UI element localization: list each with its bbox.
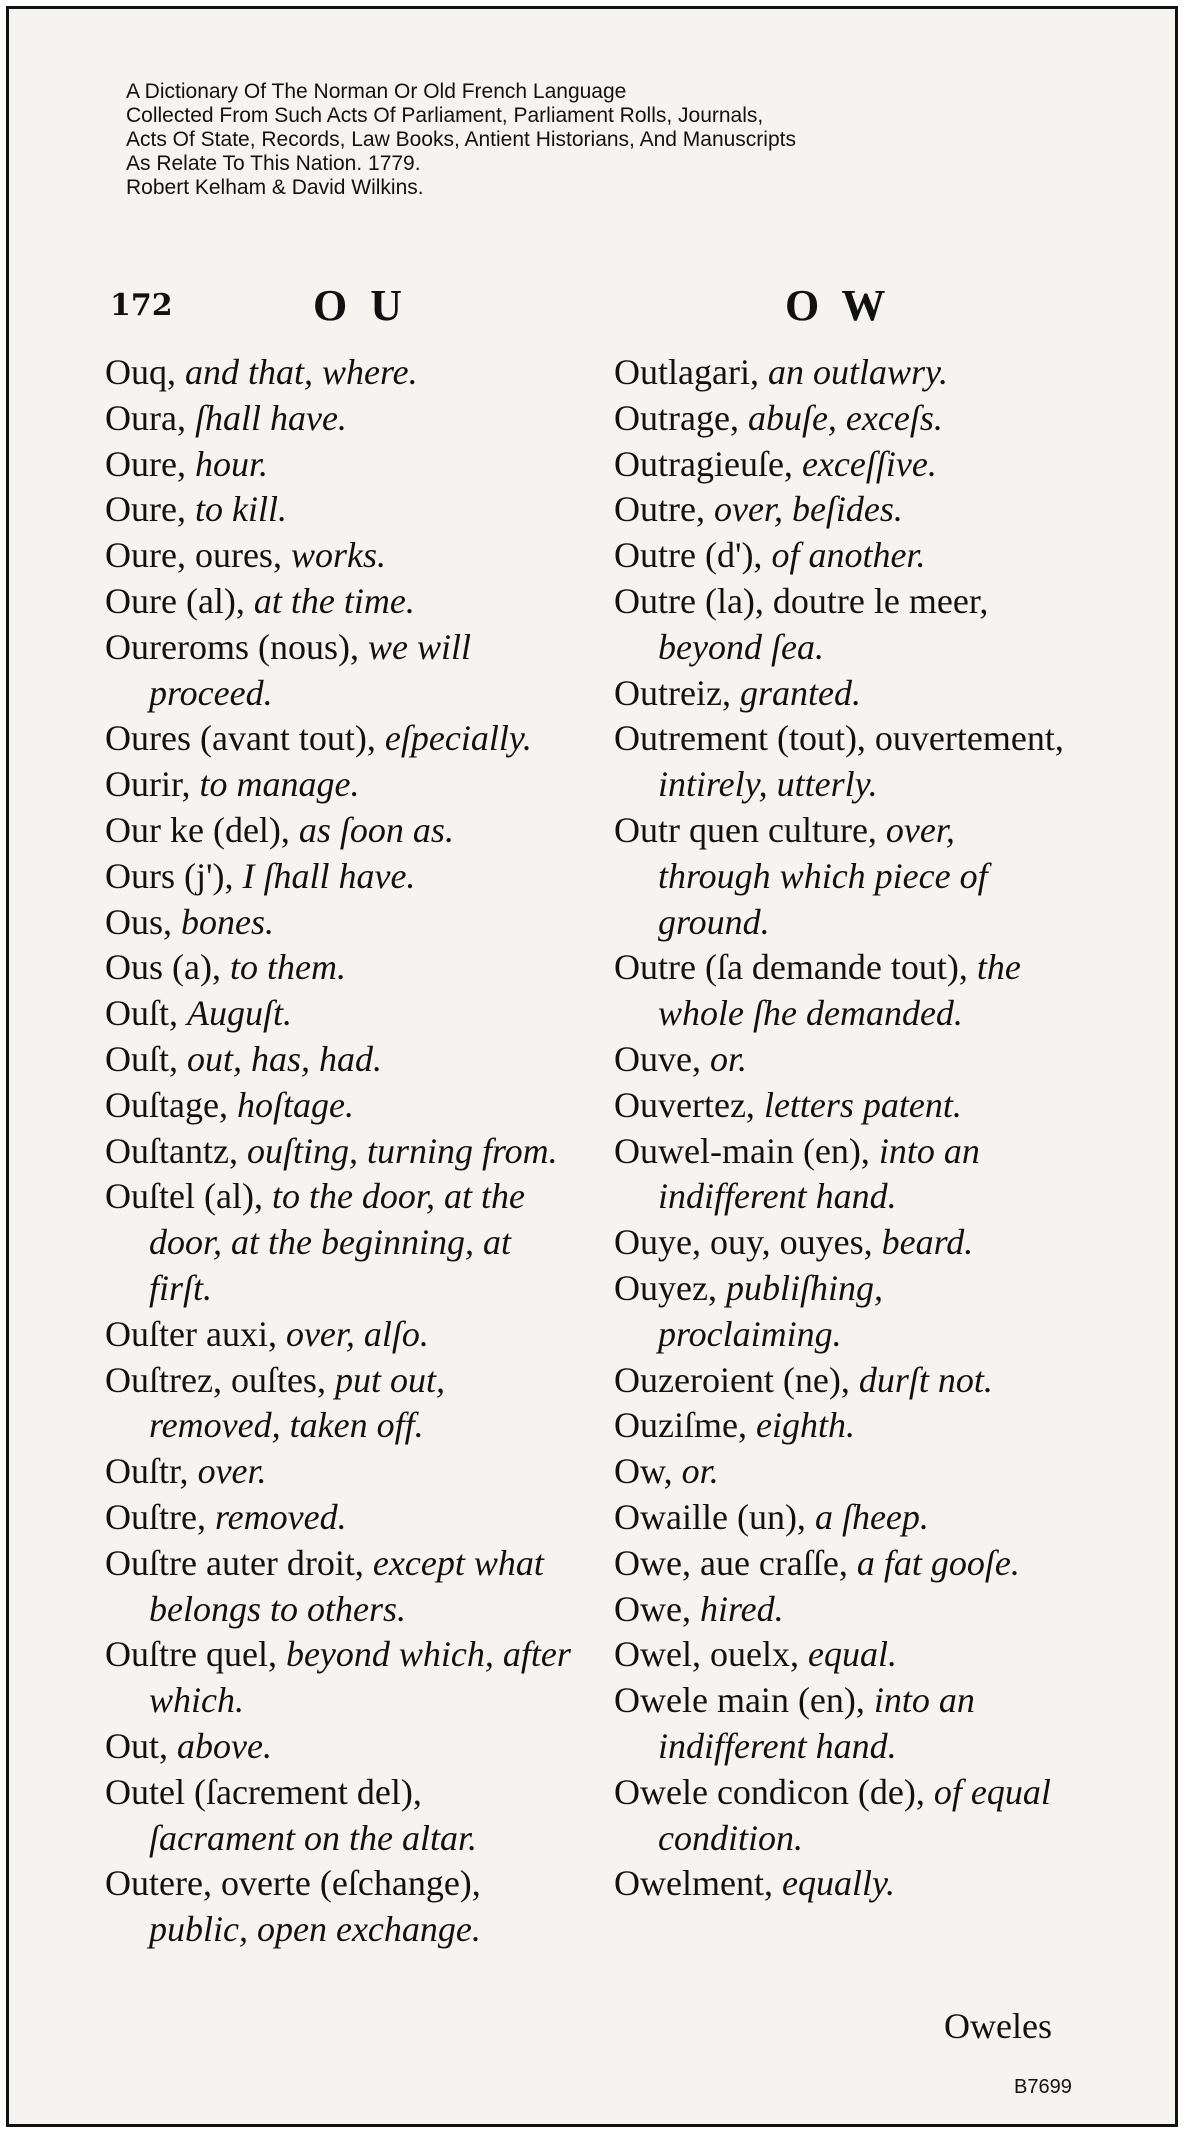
right-column-heading: O W — [785, 281, 892, 330]
entry-term: Outrage, — [614, 397, 739, 438]
dictionary-entry — [105, 1724, 575, 1770]
dictionary-entry — [614, 716, 1074, 808]
dictionary-entry — [614, 1632, 1074, 1678]
header-line: Robert Kelham & David Wilkins. — [126, 176, 424, 199]
dictionary-entry — [614, 808, 1074, 945]
dictionary-entry — [105, 625, 575, 717]
entry-definition: beyond ſea. — [658, 626, 824, 667]
dictionary-entry — [105, 1037, 575, 1083]
entry-definition: put out, removed, taken off. — [149, 1359, 445, 1446]
dictionary-entry — [614, 945, 1074, 1037]
entry-definition: above. — [177, 1725, 272, 1766]
dictionary-entry — [614, 1403, 1074, 1449]
dictionary-entry — [614, 442, 1074, 488]
entry-definition: exceſſive. — [801, 443, 937, 484]
entry-term: Ouve, — [614, 1038, 701, 1079]
entry-term: Ouziſme, — [614, 1405, 747, 1446]
entry-definition: into an indifferent hand. — [658, 1680, 975, 1766]
dictionary-entry — [105, 1495, 575, 1541]
dictionary-entry — [614, 1129, 1074, 1221]
entry-term: Outrement (tout), ouvertement, — [614, 718, 1064, 759]
header-line: As Relate To This Nation. 1779. — [126, 152, 421, 175]
dictionary-entry — [105, 1770, 575, 1862]
entry-definition: or. — [709, 1038, 748, 1079]
dictionary-entry — [614, 396, 1074, 442]
left-column — [105, 350, 575, 1953]
dictionary-entry — [105, 1083, 575, 1129]
entry-definition: durſt not. — [858, 1359, 993, 1400]
entry-term: Outre (ſa demande tout), — [614, 947, 968, 988]
dictionary-entry — [614, 671, 1074, 717]
entry-definition: letters patent. — [763, 1084, 962, 1125]
entry-term: Ow, — [614, 1451, 673, 1492]
entry-term: Ouwel-main (en), — [614, 1130, 870, 1171]
dictionary-entry — [614, 350, 1074, 396]
entry-term: Ouſt, — [105, 993, 179, 1034]
header-line: Acts Of State, Records, Law Books, Antient Historians, And Manuscripts — [126, 128, 796, 151]
entry-term: Owaille (un), — [614, 1496, 806, 1537]
entry-definition: an outlawry. — [767, 352, 948, 392]
entry-definition: hoſtage. — [236, 1084, 354, 1125]
header-line: A Dictionary Of The Norman Or Old French Language — [126, 80, 627, 103]
entry-term: Ouq, — [105, 352, 176, 392]
entry-term: Ouzeroient (ne), — [614, 1359, 850, 1400]
dictionary-entry — [105, 533, 575, 579]
entry-definition: I ſhall have. — [242, 855, 416, 896]
entry-term: Ouſter auxi, — [105, 1313, 277, 1354]
entry-definition: as ſoon as. — [298, 809, 454, 850]
entry-term: Oure (al), — [105, 580, 245, 621]
entry-term: Outragieuſe, — [614, 443, 793, 484]
scan-code: B7699 — [1014, 2076, 1072, 2098]
entry-definition: granted. — [739, 672, 861, 713]
dictionary-entry — [614, 579, 1074, 671]
entry-term: Ouſtantz, — [105, 1130, 238, 1171]
dictionary-entry — [105, 442, 575, 488]
entry-definition: public, open exchange. — [149, 1909, 481, 1950]
entry-term: Ours (j'), — [105, 855, 234, 896]
dictionary-entry — [105, 487, 575, 533]
left-column-heading: O U — [313, 281, 408, 330]
dictionary-entry — [105, 350, 575, 396]
dictionary-entry — [614, 1449, 1074, 1495]
entry-term: Ouſt, — [105, 1038, 179, 1079]
dictionary-entry — [614, 1541, 1074, 1587]
entry-term: Ouſtrez, ouſtes, — [105, 1359, 326, 1400]
entry-definition: to manage. — [199, 764, 360, 805]
entry-term: Ouyez, — [614, 1267, 717, 1308]
entry-definition: to kill. — [194, 489, 287, 530]
entry-term: Ous (a), — [105, 947, 221, 988]
entry-term: Oure, oures, — [105, 535, 282, 576]
entry-definition: a ſheep. — [814, 1496, 929, 1537]
dictionary-entry — [105, 945, 575, 991]
dictionary-entry — [105, 762, 575, 808]
dictionary-entry — [614, 1678, 1074, 1770]
entry-definition: we will proceed. — [149, 626, 471, 713]
entry-term: Owe, aue craſſe, — [614, 1542, 848, 1583]
entry-definition: a fat gooſe. — [856, 1542, 1020, 1583]
entry-term: Our ke (del), — [105, 809, 290, 850]
entry-term: Outre (d'), — [614, 535, 763, 576]
entry-definition: over, through which piece of ground. — [658, 809, 988, 942]
entry-definition: at the time. — [253, 580, 415, 621]
page-number: 172 — [110, 288, 173, 323]
entry-definition: of another. — [771, 535, 926, 576]
entry-term: Owelment, — [614, 1863, 773, 1904]
entry-definition: ouſting, turning from. — [246, 1130, 558, 1171]
dictionary-entry — [614, 487, 1074, 533]
dictionary-entry — [105, 1312, 575, 1358]
entry-definition: or. — [681, 1451, 719, 1492]
dictionary-entry — [105, 900, 575, 946]
dictionary-entry — [105, 1129, 575, 1175]
catchword: Oweles — [944, 2006, 1052, 2046]
entry-term: Owele main (en), — [614, 1680, 865, 1721]
dictionary-entry — [105, 1358, 575, 1450]
entry-term: Ouye, ouy, ouyes, — [614, 1222, 873, 1263]
entry-definition: into an indifferent hand. — [658, 1130, 980, 1217]
entry-definition: eſpecially. — [384, 718, 532, 759]
dictionary-entry — [105, 1861, 575, 1953]
entry-definition: out, has, had. — [187, 1038, 383, 1079]
entry-definition: removed. — [214, 1496, 347, 1537]
entry-term: Outel (ſacrement del), — [105, 1771, 422, 1812]
entry-term: Ourir, — [105, 764, 191, 805]
dictionary-entry — [614, 1037, 1074, 1083]
entry-term: Out, — [105, 1725, 168, 1766]
entry-definition: over, alſo. — [285, 1313, 429, 1354]
entry-term: Outreiz, — [614, 672, 731, 713]
entry-term: Owele condicon (de), — [614, 1771, 925, 1812]
entry-term: Ouſtr, — [105, 1451, 189, 1492]
entry-definition: of equal condition. — [658, 1771, 1051, 1858]
dictionary-entry — [614, 1495, 1074, 1541]
dictionary-entry — [614, 1083, 1074, 1129]
header-line: Collected From Such Acts Of Parliament, Parliament Rolls, Journals, — [126, 104, 764, 127]
entry-term: Outere, overte (eſchange), — [105, 1863, 481, 1904]
dictionary-entry — [614, 1861, 1074, 1907]
dictionary-entry — [614, 1587, 1074, 1633]
entry-term: Ouvertez, — [614, 1084, 755, 1125]
dictionary-entry — [105, 854, 575, 900]
entry-definition: and that, where. — [185, 352, 418, 392]
entry-term: Ous, — [105, 901, 173, 942]
dictionary-entry — [614, 1220, 1074, 1266]
entry-term: Oures (avant tout), — [105, 718, 376, 759]
entry-term: Owel, ouelx, — [614, 1634, 799, 1675]
entry-definition: over. — [197, 1451, 267, 1492]
dictionary-entry — [105, 1449, 575, 1495]
right-column — [614, 350, 1074, 1907]
dictionary-entry — [105, 396, 575, 442]
entry-term: Ouſtre quel, — [105, 1634, 277, 1675]
entry-definition: equal. — [807, 1634, 897, 1675]
entry-definition: the whole ſhe demanded. — [658, 947, 1021, 1034]
entry-definition: beard. — [881, 1222, 974, 1263]
entry-term: Owe, — [614, 1588, 691, 1629]
dictionary-entry — [614, 1266, 1074, 1358]
dictionary-entry — [614, 1770, 1074, 1862]
entry-definition: abuſe, exceſs. — [747, 397, 943, 438]
entry-term: Oura, — [105, 397, 186, 438]
entry-definition: to the door, at the door, at the beginning, at firſt. — [149, 1176, 525, 1308]
dictionary-entry — [105, 716, 575, 762]
entry-term: Oure, — [105, 489, 186, 530]
entry-definition: Auguſt. — [187, 993, 293, 1034]
dictionary-entry — [105, 991, 575, 1037]
collection-header — [126, 80, 796, 200]
entry-definition: intirely, utterly. — [658, 764, 878, 805]
entry-term: Ouſtre, — [105, 1496, 206, 1537]
entry-term: Outre (la), doutre le meer, — [614, 580, 989, 621]
entry-definition: ſhall have. — [194, 397, 347, 438]
dictionary-entry — [105, 1632, 575, 1724]
entry-term: Oureroms (nous), — [105, 626, 359, 667]
entry-definition: publiſhing, proclaiming. — [658, 1267, 883, 1354]
entry-term: Outlagari, — [614, 352, 759, 392]
entry-term: Oure, — [105, 443, 186, 484]
entry-definition: to them. — [229, 947, 346, 988]
entry-definition: beyond which, after which. — [149, 1634, 571, 1721]
entry-definition: hour. — [194, 443, 268, 484]
dictionary-entry — [105, 1541, 575, 1633]
entry-definition: works. — [290, 535, 386, 576]
dictionary-entry — [105, 808, 575, 854]
entry-definition: hired. — [699, 1588, 784, 1629]
dictionary-entry — [614, 1358, 1074, 1404]
entry-definition: except what belongs to others. — [149, 1542, 544, 1629]
entry-definition: over, beſides. — [713, 489, 903, 530]
entry-definition: eighth. — [755, 1405, 855, 1446]
entry-definition: ſacrament on the altar. — [149, 1817, 477, 1858]
dictionary-entry — [614, 533, 1074, 579]
entry-definition: equally. — [781, 1863, 895, 1904]
entry-term: Ouſtel (al), — [105, 1176, 263, 1217]
dictionary-entry — [105, 1174, 575, 1311]
dictionary-entry — [105, 579, 575, 625]
entry-term: Outre, — [614, 489, 705, 530]
entry-term: Ouſtage, — [105, 1084, 228, 1125]
entry-definition: bones. — [181, 901, 275, 942]
entry-term: Outr quen culture, — [614, 809, 877, 850]
entry-term: Ouſtre auter droit, — [105, 1542, 364, 1583]
